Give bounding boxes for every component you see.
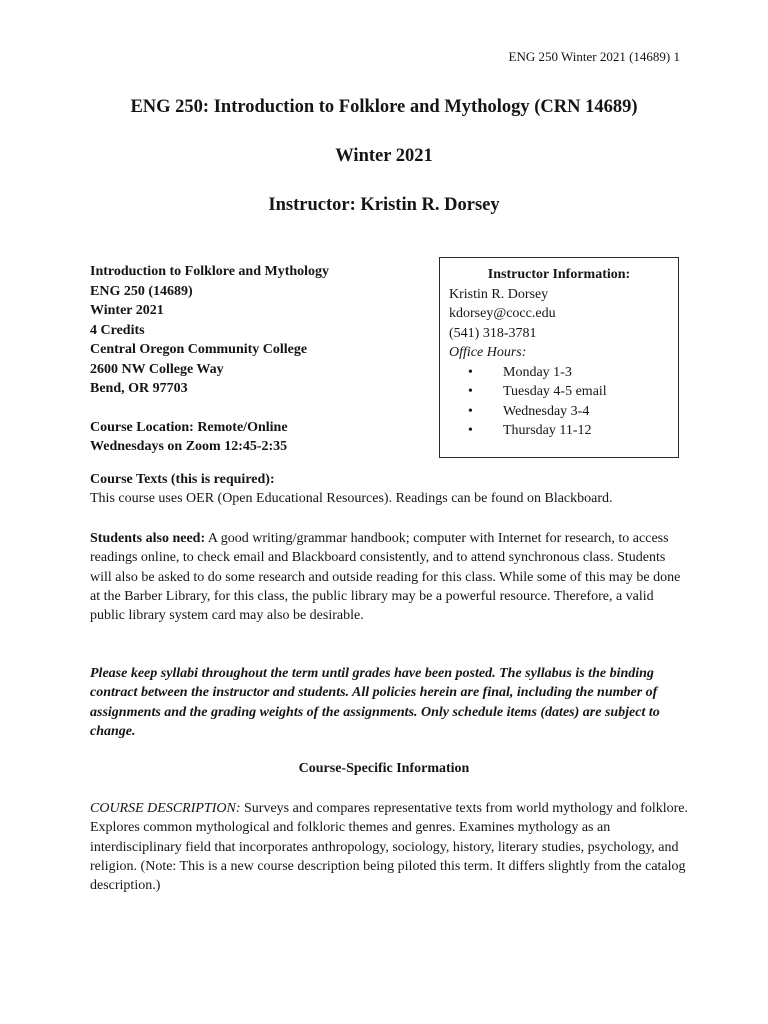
course-title: ENG 250: Introduction to Folklore and Mythology (CRN 14689) — [130, 97, 638, 117]
course-description — [90, 799, 690, 895]
students-need-section — [90, 529, 690, 625]
instructor-info-box — [439, 257, 679, 458]
course-location: Course Location: Remote/Online — [90, 419, 288, 435]
bullet-icon: • — [468, 423, 473, 438]
course-info-block — [90, 262, 329, 457]
instructor-email: kdorsey@cocc.edu — [449, 306, 556, 321]
office-hours-item: • Tuesday 4-5 email — [468, 382, 678, 402]
instructor-info-heading: Instructor Information: — [487, 267, 631, 282]
bullet-icon: • — [468, 384, 473, 399]
course-info-line: 4 Credits — [90, 322, 145, 338]
office-hours-item: • Thursday 11-12 — [468, 421, 678, 441]
office-hours-list — [449, 363, 678, 441]
office-hours-item: • Monday 1-3 — [468, 363, 678, 383]
running-header: ENG 250 Winter 2021 (14689) 1 — [508, 49, 680, 64]
course-description-label: COURSE DESCRIPTION: — [90, 801, 241, 816]
section-heading: Course-Specific Information — [298, 761, 470, 776]
course-description-body: Surveys and compares representative texts from world mythology and folklore. Explores common mythological and folkloric themes and genres. Examines mythology as an interdisciplinary field that incorporates anthropology, sociology, history, literary studies, psychology, and religion. (Note: This is a new course description being piloted this term. It differs slightly from the catalog description.) — [90, 801, 688, 894]
course-texts-label: Course Texts (this is required): — [90, 472, 275, 487]
office-hours-label: Office Hours: — [449, 345, 527, 360]
course-info-line: ENG 250 (14689) — [90, 283, 193, 299]
bullet-icon: • — [468, 364, 473, 380]
course-texts-body: This course uses OER (Open Educational Resources). Readings can be found on Blackboard. — [90, 491, 613, 507]
term-title: Winter 2021 — [335, 146, 433, 166]
course-info-line: Introduction to Folklore and Mythology — [90, 264, 330, 279]
students-need-label: Students also need: — [90, 531, 206, 546]
instructor-title: Instructor: Kristin R. Dorsey — [268, 195, 500, 215]
course-info-line: 2600 NW College Way — [90, 361, 224, 377]
office-hours-item: • Wednesday 3-4 — [468, 402, 678, 422]
students-need-body: A good writing/grammar handbook; computer with Internet for research, to access readings online, to check email and Blackboard consistently, and to attend synchronous class. Students will also be asked to do some research and outside reading for this class. While some of this may be done at the Barber Library, for this class, the public library may be a powerful resource. Therefore, a valid public library system card may also be desirable. — [90, 531, 681, 624]
course-meeting: Wednesdays on Zoom 12:45-2:35 — [90, 439, 288, 454]
instructor-phone: (541) 318-3781 — [449, 325, 537, 341]
course-info-line: Central Oregon Community College — [90, 342, 308, 357]
course-texts-section — [90, 470, 690, 509]
course-info-line: Winter 2021 — [90, 303, 164, 318]
instructor-name: Kristin R. Dorsey — [449, 286, 549, 302]
bullet-icon: • — [468, 403, 473, 419]
syllabus-warning: Please keep syllabi throughout the term until grades have been posted. The syllabus is the binding contract between the instructor and students. All policies herein are final, including the number of assignments and the grading weights of the assignments. Only schedule items (dates) are subject to change. — [90, 666, 660, 739]
course-info-line: Bend, OR 97703 — [90, 381, 188, 396]
